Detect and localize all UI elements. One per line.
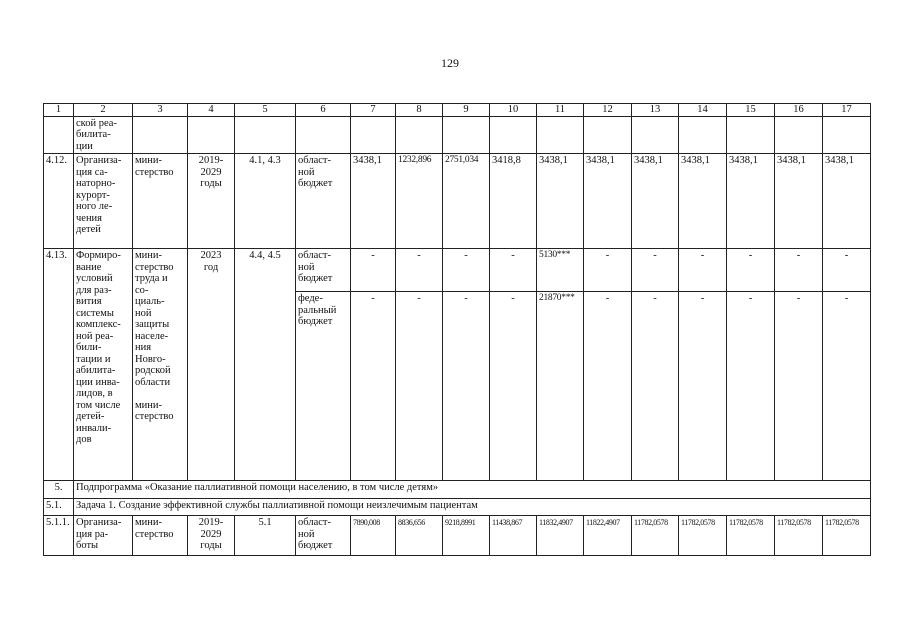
cell-value: 3438,1 xyxy=(775,154,823,249)
cell-value: 3438,1 xyxy=(632,154,679,249)
col-header: 7 xyxy=(351,104,396,117)
cell-value: - xyxy=(775,249,823,292)
subprogram-title: Подпрограмма «Оказание паллиативной помощи населению, в том числе детям» xyxy=(74,481,871,499)
table-row xyxy=(44,249,871,292)
cell-value: - xyxy=(632,292,679,481)
col-header: 10 xyxy=(490,104,537,117)
table-row xyxy=(44,499,871,516)
col-header: 17 xyxy=(823,104,871,117)
col-header: 11 xyxy=(537,104,584,117)
cell-period: 2023 год xyxy=(188,249,235,481)
cell-name: Организа- ция ра- боты xyxy=(74,516,133,556)
cell-value: 11782,0578 xyxy=(679,516,727,556)
budget-table xyxy=(43,103,871,556)
col-header: 12 xyxy=(584,104,632,117)
cell-value: - xyxy=(823,249,871,292)
cell-indicators: 5.1 xyxy=(235,516,296,556)
cell-value: - xyxy=(443,292,490,481)
cell-value: 11782,0578 xyxy=(775,516,823,556)
cell-source: феде- ральный бюджет xyxy=(296,292,351,481)
cell-value: - xyxy=(396,292,443,481)
cell-value: - xyxy=(727,292,775,481)
cell-value: 11438,867 xyxy=(490,516,537,556)
cell-indicators: 4.1, 4.3 xyxy=(235,154,296,249)
page-number: 129 xyxy=(441,56,459,70)
col-header: 8 xyxy=(396,104,443,117)
cell-period: 2019- 2029 годы xyxy=(188,154,235,249)
cell-indicators: 4.4, 4.5 xyxy=(235,249,296,481)
cell-value: 3438,1 xyxy=(584,154,632,249)
col-header: 4 xyxy=(188,104,235,117)
col-header: 5 xyxy=(235,104,296,117)
cell-value: 3438,1 xyxy=(537,154,584,249)
cell-name: Организа- ция са- наторно- курорт- ного ле- чения детей xyxy=(74,154,133,249)
cell-value: - xyxy=(490,249,537,292)
cell-value: - xyxy=(679,249,727,292)
cell-source: област- ной бюджет xyxy=(296,249,351,292)
cell-value: - xyxy=(679,292,727,481)
cell-value: 3438,1 xyxy=(727,154,775,249)
col-header: 3 xyxy=(133,104,188,117)
col-header: 15 xyxy=(727,104,775,117)
header-row xyxy=(44,104,871,117)
cell-value: 3418,8 xyxy=(490,154,537,249)
table-row xyxy=(44,116,871,154)
cell-value: - xyxy=(443,249,490,292)
cell-value: 11782,0578 xyxy=(727,516,775,556)
col-header: 2 xyxy=(74,104,133,117)
col-header: 13 xyxy=(632,104,679,117)
cell-value: 11782,0578 xyxy=(823,516,871,556)
task-title: Задача 1. Создание эффективной службы паллиативной помощи неизлечимым пациентам xyxy=(74,499,871,516)
cell-value: 3438,1 xyxy=(679,154,727,249)
cell-value: - xyxy=(351,249,396,292)
cell-value: - xyxy=(632,249,679,292)
cell-num: 5.1. xyxy=(44,499,74,516)
cell-num: 4.13. xyxy=(44,249,74,481)
cell-value: - xyxy=(727,249,775,292)
col-header: 9 xyxy=(443,104,490,117)
cell-num: 5. xyxy=(44,481,74,499)
cell-value: - xyxy=(490,292,537,481)
col-header: 1 xyxy=(44,104,74,117)
cell-period: 2019- 2029 годы xyxy=(188,516,235,556)
cell-value: - xyxy=(775,292,823,481)
cell-value: 8836,656 xyxy=(396,516,443,556)
cell-value: - xyxy=(823,292,871,481)
cell-value: 9218,8991 xyxy=(443,516,490,556)
cell-value: 11822,4907 xyxy=(584,516,632,556)
cell-num xyxy=(44,116,74,154)
table-row xyxy=(44,481,871,499)
cell-value: 3438,1 xyxy=(351,154,396,249)
col-header: 14 xyxy=(679,104,727,117)
cell-value: - xyxy=(584,292,632,481)
cell-source: област- ной бюджет xyxy=(296,516,351,556)
table-row xyxy=(44,516,871,556)
cell-executor: мини- стерство xyxy=(133,154,188,249)
cell-name: ской реа- билита- ции xyxy=(74,116,133,154)
cell-num: 4.12. xyxy=(44,154,74,249)
cell-value: 1232,896 xyxy=(396,154,443,249)
cell-executor: мини- стерство труда и со- циаль- ной защиты населе- ния Новго- родской области мини- стерство xyxy=(133,249,188,481)
cell-value: - xyxy=(396,249,443,292)
cell-executor: мини- стерство xyxy=(133,516,188,556)
cell-num: 5.1.1. xyxy=(44,516,74,556)
cell-value: 11832,4907 xyxy=(537,516,584,556)
cell-value: 2751,034 xyxy=(443,154,490,249)
cell-source: област- ной бюджет xyxy=(296,154,351,249)
table-row xyxy=(44,154,871,249)
col-header: 6 xyxy=(296,104,351,117)
cell-name: Формиро- вание условий для раз- вития системы комплекс- ной реа- били- тации и абилита- ции инва- лидов, в том числе детей- инвали- дов xyxy=(74,249,133,481)
col-header: 16 xyxy=(775,104,823,117)
cell-value: 3438,1 xyxy=(823,154,871,249)
cell-value: 11782,0578 xyxy=(632,516,679,556)
cell-value: - xyxy=(584,249,632,292)
cell-value: 21870*** xyxy=(537,292,584,481)
cell-value: 5130*** xyxy=(537,249,584,292)
cell-value: - xyxy=(351,292,396,481)
cell-value: 7890,008 xyxy=(351,516,396,556)
